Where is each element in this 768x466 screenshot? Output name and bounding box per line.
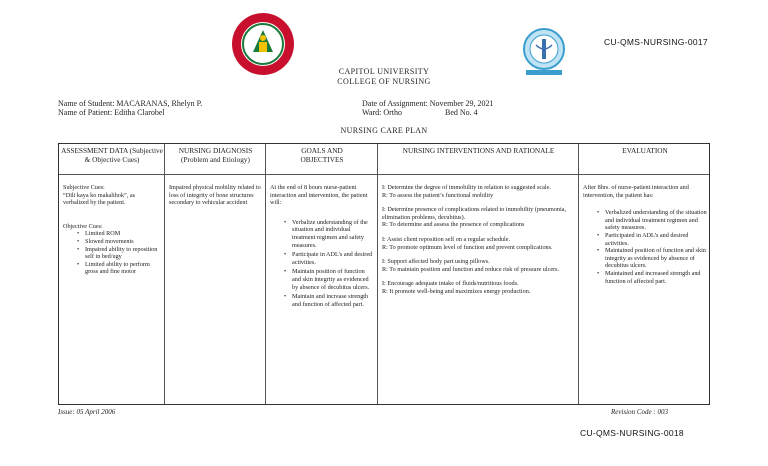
- objective-label: Objective Cues:: [63, 222, 103, 230]
- intervention-block: [382, 258, 574, 273]
- goal-item: • Maintain position of function and skin integrity as evidenced by absence of decubitus ulcers.: [284, 268, 374, 291]
- objective-item: • Limited ROM: [77, 230, 161, 238]
- subjective-text: “Dili kaya ko makalihok”, as verbalized by the patient.: [63, 191, 135, 207]
- goal-item: • Participate in ADL’s and desired activities.: [284, 251, 374, 266]
- evaluation-item: • Participated in ADL’s and desired activities.: [597, 232, 707, 247]
- header-divider: [59, 174, 709, 175]
- student-name: Name of Student: MACARANAS, Rhelyn P.: [58, 99, 203, 108]
- rationale-text: R: It promote well-being and maximizes energy production.: [382, 287, 531, 295]
- goals-intro: At the end of 8 hours nurse-patient interaction and intervention, the patient will:: [270, 184, 368, 207]
- rationale-text: R: To assess the patient’s functional mobility: [382, 191, 494, 199]
- document-code-bottom: CU-QMS-NURSING-0018: [580, 428, 684, 438]
- diagnosis-cell: Impaired physical mobility related to loss of integrity of bone structures secondary to vehicular accident: [169, 184, 261, 207]
- intervention-block: [382, 206, 574, 229]
- column-diagnosis: [165, 144, 266, 404]
- evaluation-item: • Verbalized understanding of the situation and individual treatment regimen and safety measures.: [597, 209, 707, 232]
- header-assessment: ASSESSMENT DATA (Subjective & Objective Cues): [61, 146, 163, 164]
- intervention-text: I: Determine the degree of immobility in relation to suggested scale.: [382, 184, 551, 191]
- bed-number: Bed No. 4: [445, 108, 478, 117]
- nursing-seal-logo: [522, 25, 566, 77]
- assessment-cell: [63, 184, 161, 276]
- objective-item: • Impaired ability to reposition self in bed/ugy: [77, 246, 161, 261]
- evaluation-cell: [583, 184, 707, 285]
- intervention-text: I: Assist client reposition self on a regular schedule.: [382, 235, 511, 243]
- evaluation-item: • Maintained and increased strength and function of affected part.: [597, 270, 707, 285]
- header-goals: GOALS AND OBJECTIVES: [300, 146, 344, 164]
- patient-name: Name of Patient: Editha Clarobel: [58, 108, 165, 117]
- rationale-text: R: To promote optimum level of function and prevent complications.: [382, 243, 553, 251]
- header-evaluation: EVALUATION: [622, 146, 668, 155]
- rationale-text: R: To determine and assess the presence of complications: [382, 221, 525, 229]
- objective-item: • Limited ability to perform gross and fine motor: [77, 261, 161, 276]
- university-name: CAPITOL UNIVERSITY: [338, 67, 430, 76]
- intervention-text: I: Encourage adequate intake of fluids/nutritious foods.: [382, 280, 519, 288]
- intervention-block: [382, 280, 574, 295]
- header-interventions: NURSING INTERVENTIONS AND RATIONALE: [402, 146, 555, 155]
- intervention-text: I: Determine presence of complications related to immobility (pneumonia, elimination problems, decubitus).: [382, 206, 567, 221]
- evaluation-intro: After 8hrs. of nurse-patient interaction and intervention, the patient has:: [583, 184, 689, 199]
- interventions-cell: [382, 184, 574, 303]
- issue-date: Issue: 05 April 2006: [58, 408, 116, 416]
- goals-cell: [270, 184, 374, 308]
- subjective-label: Subjective Cues:: [63, 184, 105, 191]
- header-diagnosis: NURSING DIAGNOSIS (Problem and Etiology): [178, 146, 253, 164]
- goal-item: • Maintain and increase strength and function of affected part.: [284, 293, 374, 308]
- objective-item: • Slowed movements: [77, 238, 161, 246]
- goal-item: • Verbalize understanding of the situation and individual treatment regimen and safety measures.: [284, 219, 374, 249]
- intervention-block: [382, 236, 574, 251]
- rationale-text: R: To maintain position and function and reduce risk of pressure ulcers.: [382, 265, 560, 273]
- intervention-block: [382, 184, 574, 199]
- assignment-date: Date of Assignment: November 29, 2021: [362, 99, 494, 108]
- nursing-care-plan-table: [58, 143, 710, 405]
- document-code-top: CU-QMS-NURSING-0017: [604, 37, 708, 47]
- revision-code: Revision Code : 003: [611, 408, 668, 416]
- document-title: NURSING CARE PLAN: [340, 126, 428, 135]
- college-name: COLLEGE OF NURSING: [337, 77, 431, 86]
- evaluation-item: • Maintained position of function and skin integrity as evidenced by absence of decubitus ulcers.: [597, 247, 707, 270]
- intervention-text: I: Support affected body part using pillows.: [382, 258, 490, 266]
- ward: Ward: Ortho: [362, 108, 403, 117]
